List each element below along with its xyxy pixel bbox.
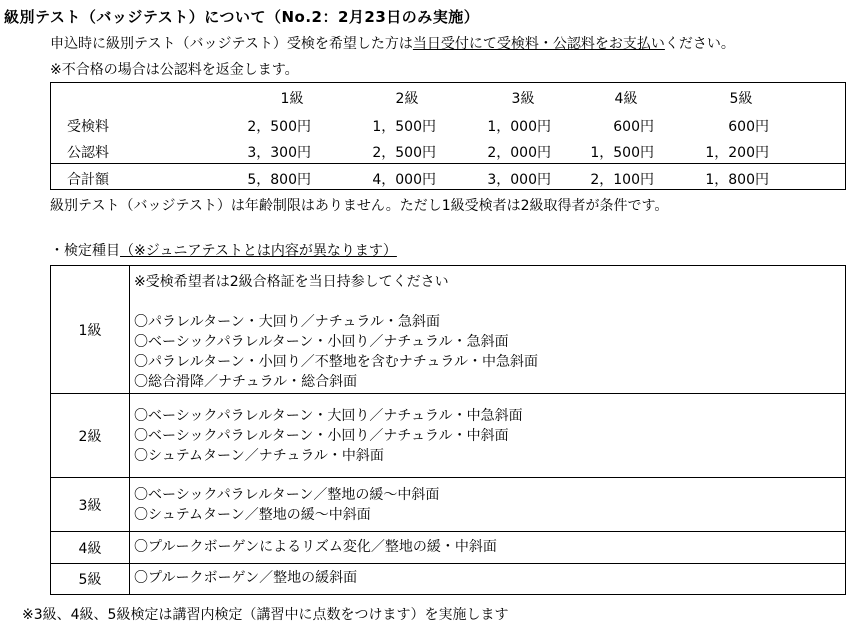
fee-row: [51, 137, 845, 163]
event-items: [134, 272, 538, 392]
fee-header-row: [51, 83, 845, 109]
fee-header: 2級: [395, 91, 419, 107]
fee-cell: 3，300円: [247, 145, 311, 161]
grade-cell: 4級: [51, 532, 130, 563]
fee-cell: 2，000円: [487, 145, 551, 161]
grade-cell: 5級: [51, 564, 130, 594]
event-item-spacer: [134, 292, 538, 312]
fee-total-row: [51, 164, 845, 190]
event-items: [134, 568, 357, 588]
events-row: [51, 564, 845, 594]
payment-note: 当日受付にて受検料・公認料をお支払い: [412, 36, 665, 52]
intro-line: [50, 33, 735, 53]
event-item: 〇ベーシックパラレルターン／整地の緩～中斜面: [134, 487, 440, 503]
age-note: 級別テスト（バッジテスト）は年齢制限はありません。ただし1級受検者は2級取得者が条件です。: [50, 198, 669, 214]
fee-row-label: 受検料: [67, 119, 109, 135]
fee-header: 3級: [511, 91, 535, 107]
intro-text-end: ください。: [664, 36, 735, 52]
events-heading: [50, 240, 397, 260]
fee-cell: 4，000円: [372, 172, 436, 188]
event-items: [134, 406, 523, 466]
grade-cell: 3級: [51, 478, 130, 531]
events-table: [50, 265, 846, 595]
fee-cell: 5，800円: [247, 172, 311, 188]
fee-header: 1級: [280, 91, 304, 107]
grade-cell: 1級: [51, 266, 130, 393]
fee-header: 5級: [729, 91, 753, 107]
fee-cell: 600円: [613, 119, 654, 135]
event-item: 〇ベーシックパラレルターン・小回り／ナチュラル・中斜面: [134, 428, 509, 444]
event-item: 〇パラレルターン・小回り／不整地を含むナチュラル・中急斜面: [134, 354, 538, 370]
fee-cell: 2，100円: [590, 172, 654, 188]
events-row: [51, 532, 845, 564]
fee-cell: 1，500円: [590, 145, 654, 161]
intro-text: 申込時に級別テスト（バッジテスト）受検を希望した方は: [50, 36, 413, 52]
event-item: 〇総合滑降／ナチュラル・総合斜面: [134, 374, 358, 390]
event-item: 〇シュテムターン／整地の緩～中斜面: [134, 507, 371, 523]
fee-cell: 1，500円: [372, 119, 436, 135]
fee-cell: 1，800円: [705, 172, 769, 188]
fee-cell: 600円: [728, 119, 769, 135]
fee-cell: 3，000円: [487, 172, 551, 188]
fee-row-label: 公認料: [67, 145, 109, 161]
footer-note: ※3級、4級、5級検定は講習内検定（講習中に点数をつけます）を実施します: [22, 607, 509, 623]
page-title: 級別テスト（バッジテスト）について（No.2：2月23日のみ実施）: [4, 8, 480, 26]
grade-cell: 2級: [51, 394, 130, 477]
events-row: [51, 266, 845, 394]
fee-cell: 2，500円: [247, 119, 311, 135]
events-paren-note: （※ジュニアテストとは内容が異なります）: [120, 243, 397, 259]
event-item: ※受検希望者は2級合格証を当日持参してください: [134, 274, 449, 290]
fee-cell: 1，000円: [487, 119, 551, 135]
event-item: 〇シュテムターン／ナチュラル・中斜面: [134, 448, 384, 464]
fee-row: [51, 111, 845, 137]
event-items: [134, 485, 439, 525]
event-item: 〇プルークボーゲンによるリズム変化／整地の緩・中斜面: [134, 539, 497, 555]
fee-cell: 2，500円: [372, 145, 436, 161]
event-item: 〇パラレルターン・大回り／ナチュラル・急斜面: [134, 314, 440, 330]
event-item: 〇ベーシックパラレルターン・小回り／ナチュラル・急斜面: [134, 334, 509, 350]
refund-note: ※不合格の場合は公認料を返金します。: [50, 62, 299, 78]
fee-table: [50, 82, 846, 190]
fee-cell: 1，200円: [705, 145, 769, 161]
fee-header: 4級: [614, 91, 638, 107]
event-item: 〇プルークボーゲン／整地の緩斜面: [134, 570, 358, 586]
events-row: [51, 478, 845, 532]
event-items: [134, 537, 497, 557]
event-item: 〇ベーシックパラレルターン・大回り／ナチュラル・中急斜面: [134, 408, 523, 424]
fee-row-label: 合計額: [67, 172, 109, 188]
events-label: ・検定種目: [50, 243, 120, 259]
events-row: [51, 394, 845, 478]
